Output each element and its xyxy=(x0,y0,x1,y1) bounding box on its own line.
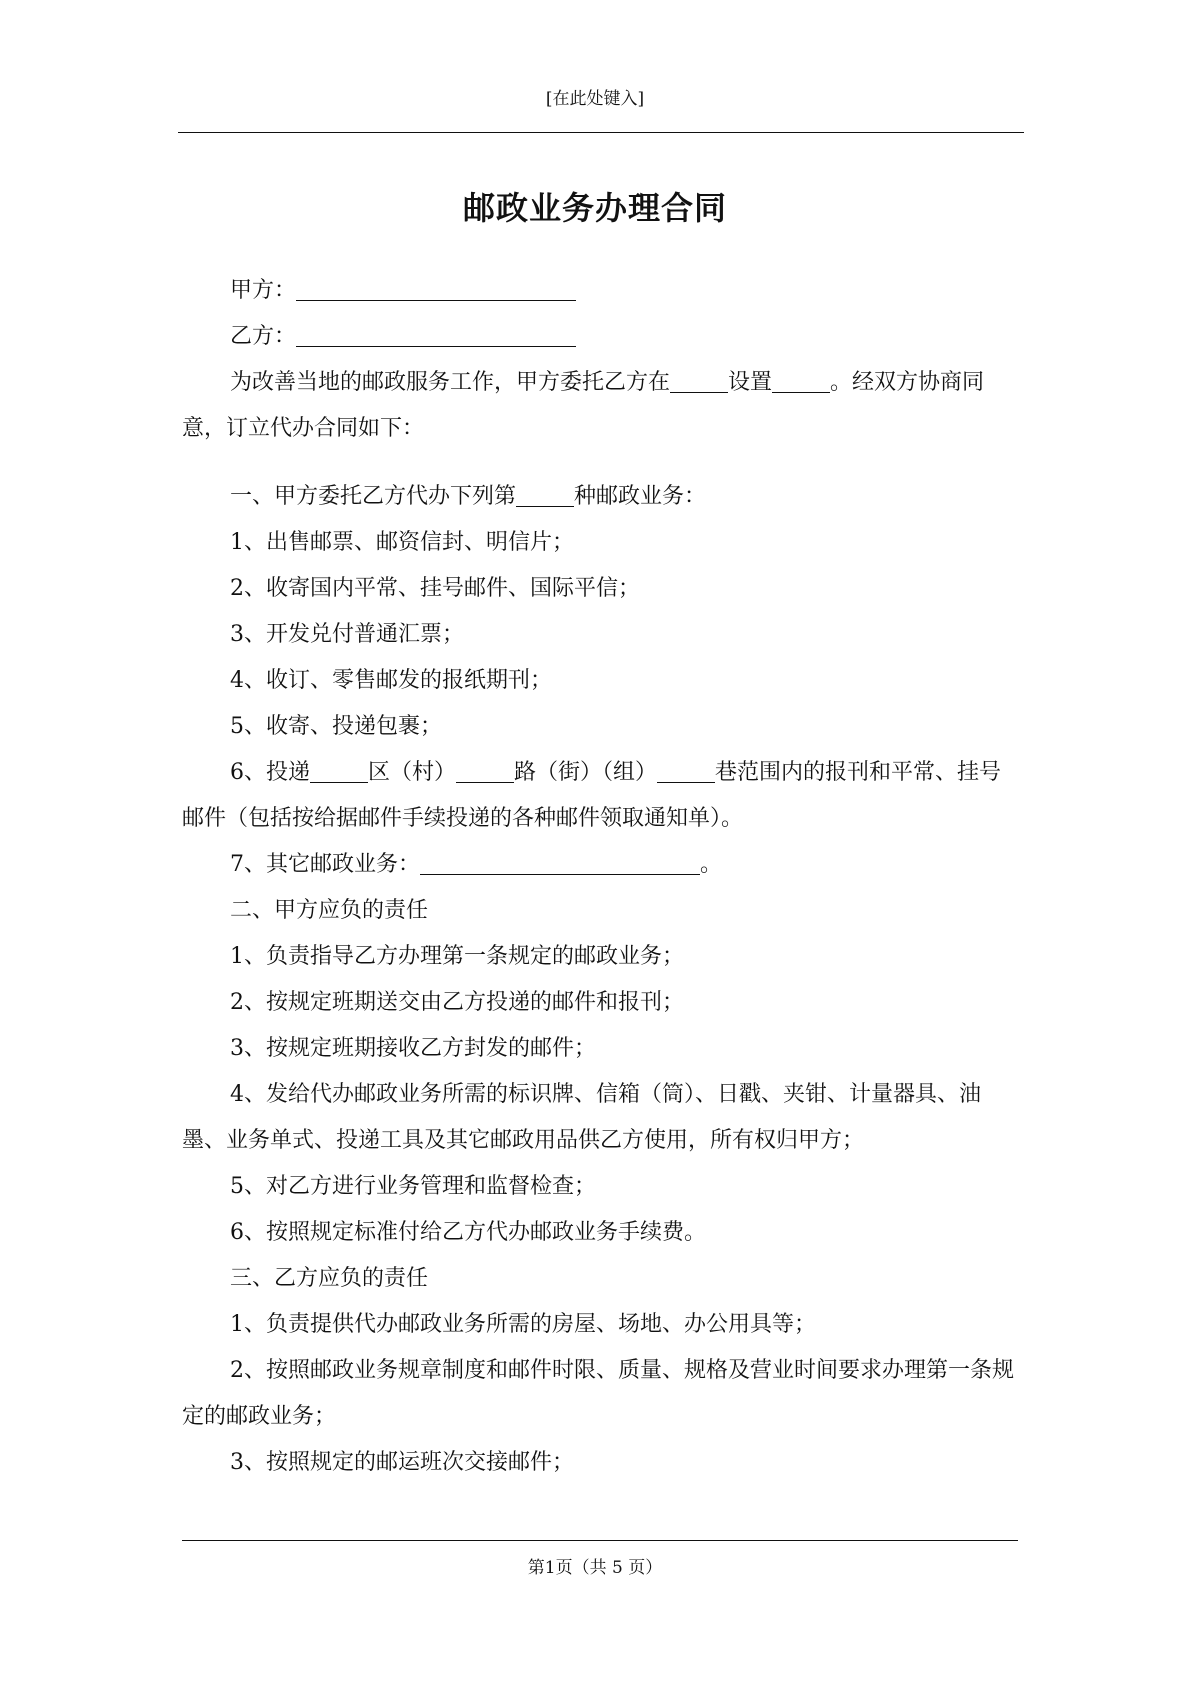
item-7-text-b: 。 xyxy=(700,852,723,877)
paragraph-gap xyxy=(182,452,1018,474)
party-b-blank[interactable] xyxy=(296,322,576,347)
footer-divider xyxy=(182,1540,1018,1541)
section-2-item-5: 5、对乙方进行业务管理和监督检查； xyxy=(230,1174,596,1199)
section-2-heading: 二、甲方应负的责任 xyxy=(230,898,429,923)
intro-text-a: 为改善当地的邮政服务工作，甲方委托乙方在 xyxy=(230,370,671,395)
section-3-item-2: 2、按照邮政业务规章制度和邮件时限、质量、规格及营业时间要求办理第一条规定的邮政业务； xyxy=(182,1358,1014,1429)
section-1-item-4: 4、收订、零售邮发的报纸期刊； xyxy=(230,668,552,693)
road-blank[interactable] xyxy=(456,758,514,783)
header-divider xyxy=(178,132,1024,133)
intro-text-b: 设置 xyxy=(728,370,773,395)
lane-blank[interactable] xyxy=(657,758,715,783)
section-1-item-2: 2、收寄国内平常、挂号邮件、国际平信； xyxy=(230,576,640,601)
section-1-heading xyxy=(182,474,1018,520)
item-6-text-d: 巷范围内的报刊和平常、挂号邮件（包括按给据邮件手续投递的各种邮件领取通知单）。 xyxy=(182,760,1002,831)
district-blank[interactable] xyxy=(310,758,368,783)
page-header: [在此处键入] xyxy=(545,89,645,109)
document-body xyxy=(182,268,1018,1486)
service-type-blank[interactable] xyxy=(516,482,574,507)
party-b-label: 乙方： xyxy=(230,324,297,349)
section-1-item-7 xyxy=(182,842,1018,888)
section-1-item-6 xyxy=(182,750,1018,842)
section-1-item-1: 1、出售邮票、邮资信封、明信片； xyxy=(230,530,574,555)
section-1-heading-b: 种邮政业务： xyxy=(574,484,707,509)
party-a-line xyxy=(182,268,1018,314)
section-3-item-1: 1、负责提供代办邮政业务所需的房屋、场地、办公用具等； xyxy=(230,1312,816,1337)
page-footer: 第1页（共 5 页） xyxy=(527,1558,663,1578)
section-2-item-1: 1、负责指导乙方办理第一条规定的邮政业务； xyxy=(230,944,684,969)
section-2-item-6: 6、按照规定标准付给乙方代办邮政业务手续费。 xyxy=(230,1220,706,1245)
item-6-text-b: 区（村） xyxy=(368,760,457,785)
section-1-item-5: 5、收寄、投递包裹； xyxy=(230,714,442,739)
item-7-text-a: 7、其它邮政业务： xyxy=(230,852,420,877)
item-6-text-c: 路（街）（组） xyxy=(514,760,658,785)
intro-text-c: 。经双方协商同意，订立代办合同如下： xyxy=(182,370,985,441)
section-1-heading-a: 一、甲方委托乙方代办下列第 xyxy=(230,484,517,509)
other-services-blank[interactable] xyxy=(420,850,700,875)
document-title: 邮政业务办理合同 xyxy=(462,189,727,227)
item-6-text-a: 6、投递 xyxy=(230,760,310,785)
party-a-label: 甲方： xyxy=(230,278,297,303)
party-b-line xyxy=(182,314,1018,360)
section-1-item-3: 3、开发兑付普通汇票； xyxy=(230,622,464,647)
section-2-item-3: 3、按规定班期接收乙方封发的邮件； xyxy=(230,1036,596,1061)
party-a-blank[interactable] xyxy=(296,276,576,301)
intro-paragraph xyxy=(182,360,1018,452)
facility-blank[interactable] xyxy=(772,368,830,393)
location-blank[interactable] xyxy=(670,368,728,393)
section-3-heading: 三、乙方应负的责任 xyxy=(230,1266,429,1291)
section-2-item-4: 4、发给代办邮政业务所需的标识牌、信箱（筒）、日戳、夹钳、计量器具、油墨、业务单式、投递工具及其它邮政用品供乙方使用，所有权归甲方； xyxy=(182,1082,981,1153)
section-3-item-3: 3、按照规定的邮运班次交接邮件； xyxy=(230,1450,574,1475)
section-2-item-2: 2、按规定班期送交由乙方投递的邮件和报刊； xyxy=(230,990,684,1015)
